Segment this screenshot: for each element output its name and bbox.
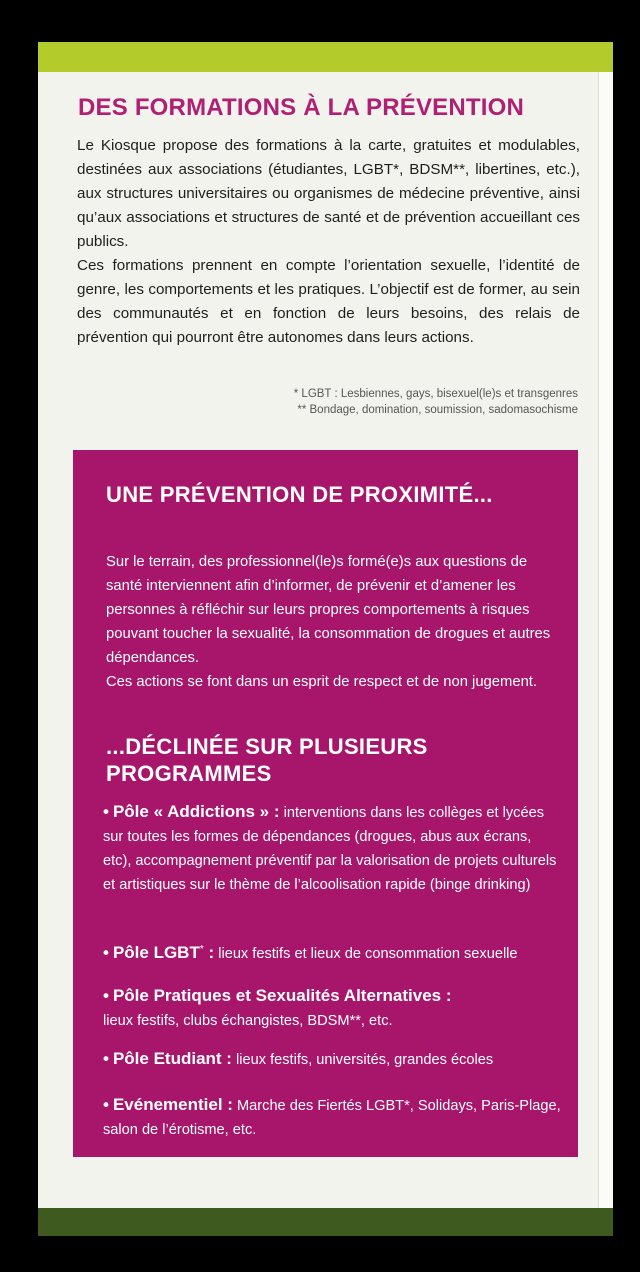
program-text: lieux festifs, clubs échangistes, BDSM**, etc. [103, 1013, 393, 1029]
prevention-box [73, 450, 578, 1157]
respect-paragraph: Ces actions se font dans un esprit de respect et de non jugement. [106, 674, 538, 690]
program-text: lieux festifs, universités, grandes écoles [236, 1052, 494, 1068]
intro-text [77, 134, 580, 350]
page-title: DES FORMATIONS À LA PRÉVENTION [78, 94, 525, 121]
footnotes [294, 386, 578, 418]
bullet-icon: • [103, 1049, 109, 1068]
intro-paragraph-1: Le Kiosque propose des formations à la carte, gratuites et modulables, destinées aux associations (étudiantes, LGBT*, BDSM**, libertines, etc.), aux structures universitaires ou organismes de médecine préventive, ainsi qu’aux associations et structures de santé et de prévention accueillant ces publics. [77, 137, 580, 250]
bullet-icon: • [103, 1095, 109, 1114]
program-text: lieux festifs et lieux de consommation sexuelle [218, 945, 518, 962]
program-item-addictions [103, 800, 563, 897]
program-label-sup: * [199, 944, 204, 955]
program-item-alternatives [103, 984, 563, 1033]
program-text: Marche des Fiertés LGBT*, Solidays, Paris-Plage, salon de l’érotisme, etc. [103, 1098, 561, 1138]
top-color-band [38, 42, 613, 72]
program-item-student [103, 1047, 563, 1072]
proximity-text [106, 550, 561, 694]
folded-edge [598, 72, 613, 1208]
bullet-icon: • [103, 986, 109, 1005]
program-label: Pôle Pratiques et Sexualités Alternatives : [112, 986, 452, 1005]
bottom-color-band [38, 1208, 613, 1236]
program-item-lgbt [103, 938, 563, 966]
program-label: Pôle Etudiant : [112, 1049, 232, 1068]
proximity-paragraph: Sur le terrain, des professionnel(le)s formé(e)s aux questions de santé interviennent afin d’informer, de prévenir et d’amener les personnes à réfléchir sur leurs propres comportements à risques pouvant toucher la sexualité, la consommation de drogues et autres dépendances. [106, 554, 551, 666]
bullet-icon: • [103, 802, 109, 821]
program-label: Evénementiel : [112, 1095, 233, 1114]
leaflet-page [38, 42, 613, 1236]
proximity-heading: UNE PRÉVENTION DE PROXIMITÉ... [106, 482, 493, 507]
program-label: Pôle LGBT [112, 942, 200, 962]
programs-heading: ...DÉCLINÉE SUR PLUSIEURS PROGRAMMES [106, 734, 428, 786]
footnote-lgbt: * LGBT : Lesbiennes, gays, bisexuel(le)s et transgenres [293, 388, 578, 400]
program-text: interventions dans les collèges et lycées sur toutes les formes de dépendances (drogues, abus aux écrans, etc), accompagnement préventif par la valorisation de projets culturels et artistiques sur le thème de l’alcoolisation rapide (binge drinking) [103, 805, 557, 893]
program-label-colon: : [203, 942, 215, 962]
program-item-events [103, 1093, 563, 1142]
intro-paragraph-2: Ces formations prennent en compte l’orientation sexuelle, l’identité de genre, les comportements et les pratiques. L’objectif est de former, au sein des communautés et en fonction de leurs besoins, des relais de prévention qui pourront être autonomes dans leurs actions. [77, 257, 580, 346]
footnote-bdsm: ** Bondage, domination, soumission, sadomasochisme [297, 404, 578, 416]
program-label: Pôle « Addictions » : [112, 802, 280, 821]
bullet-icon: • [103, 942, 109, 962]
